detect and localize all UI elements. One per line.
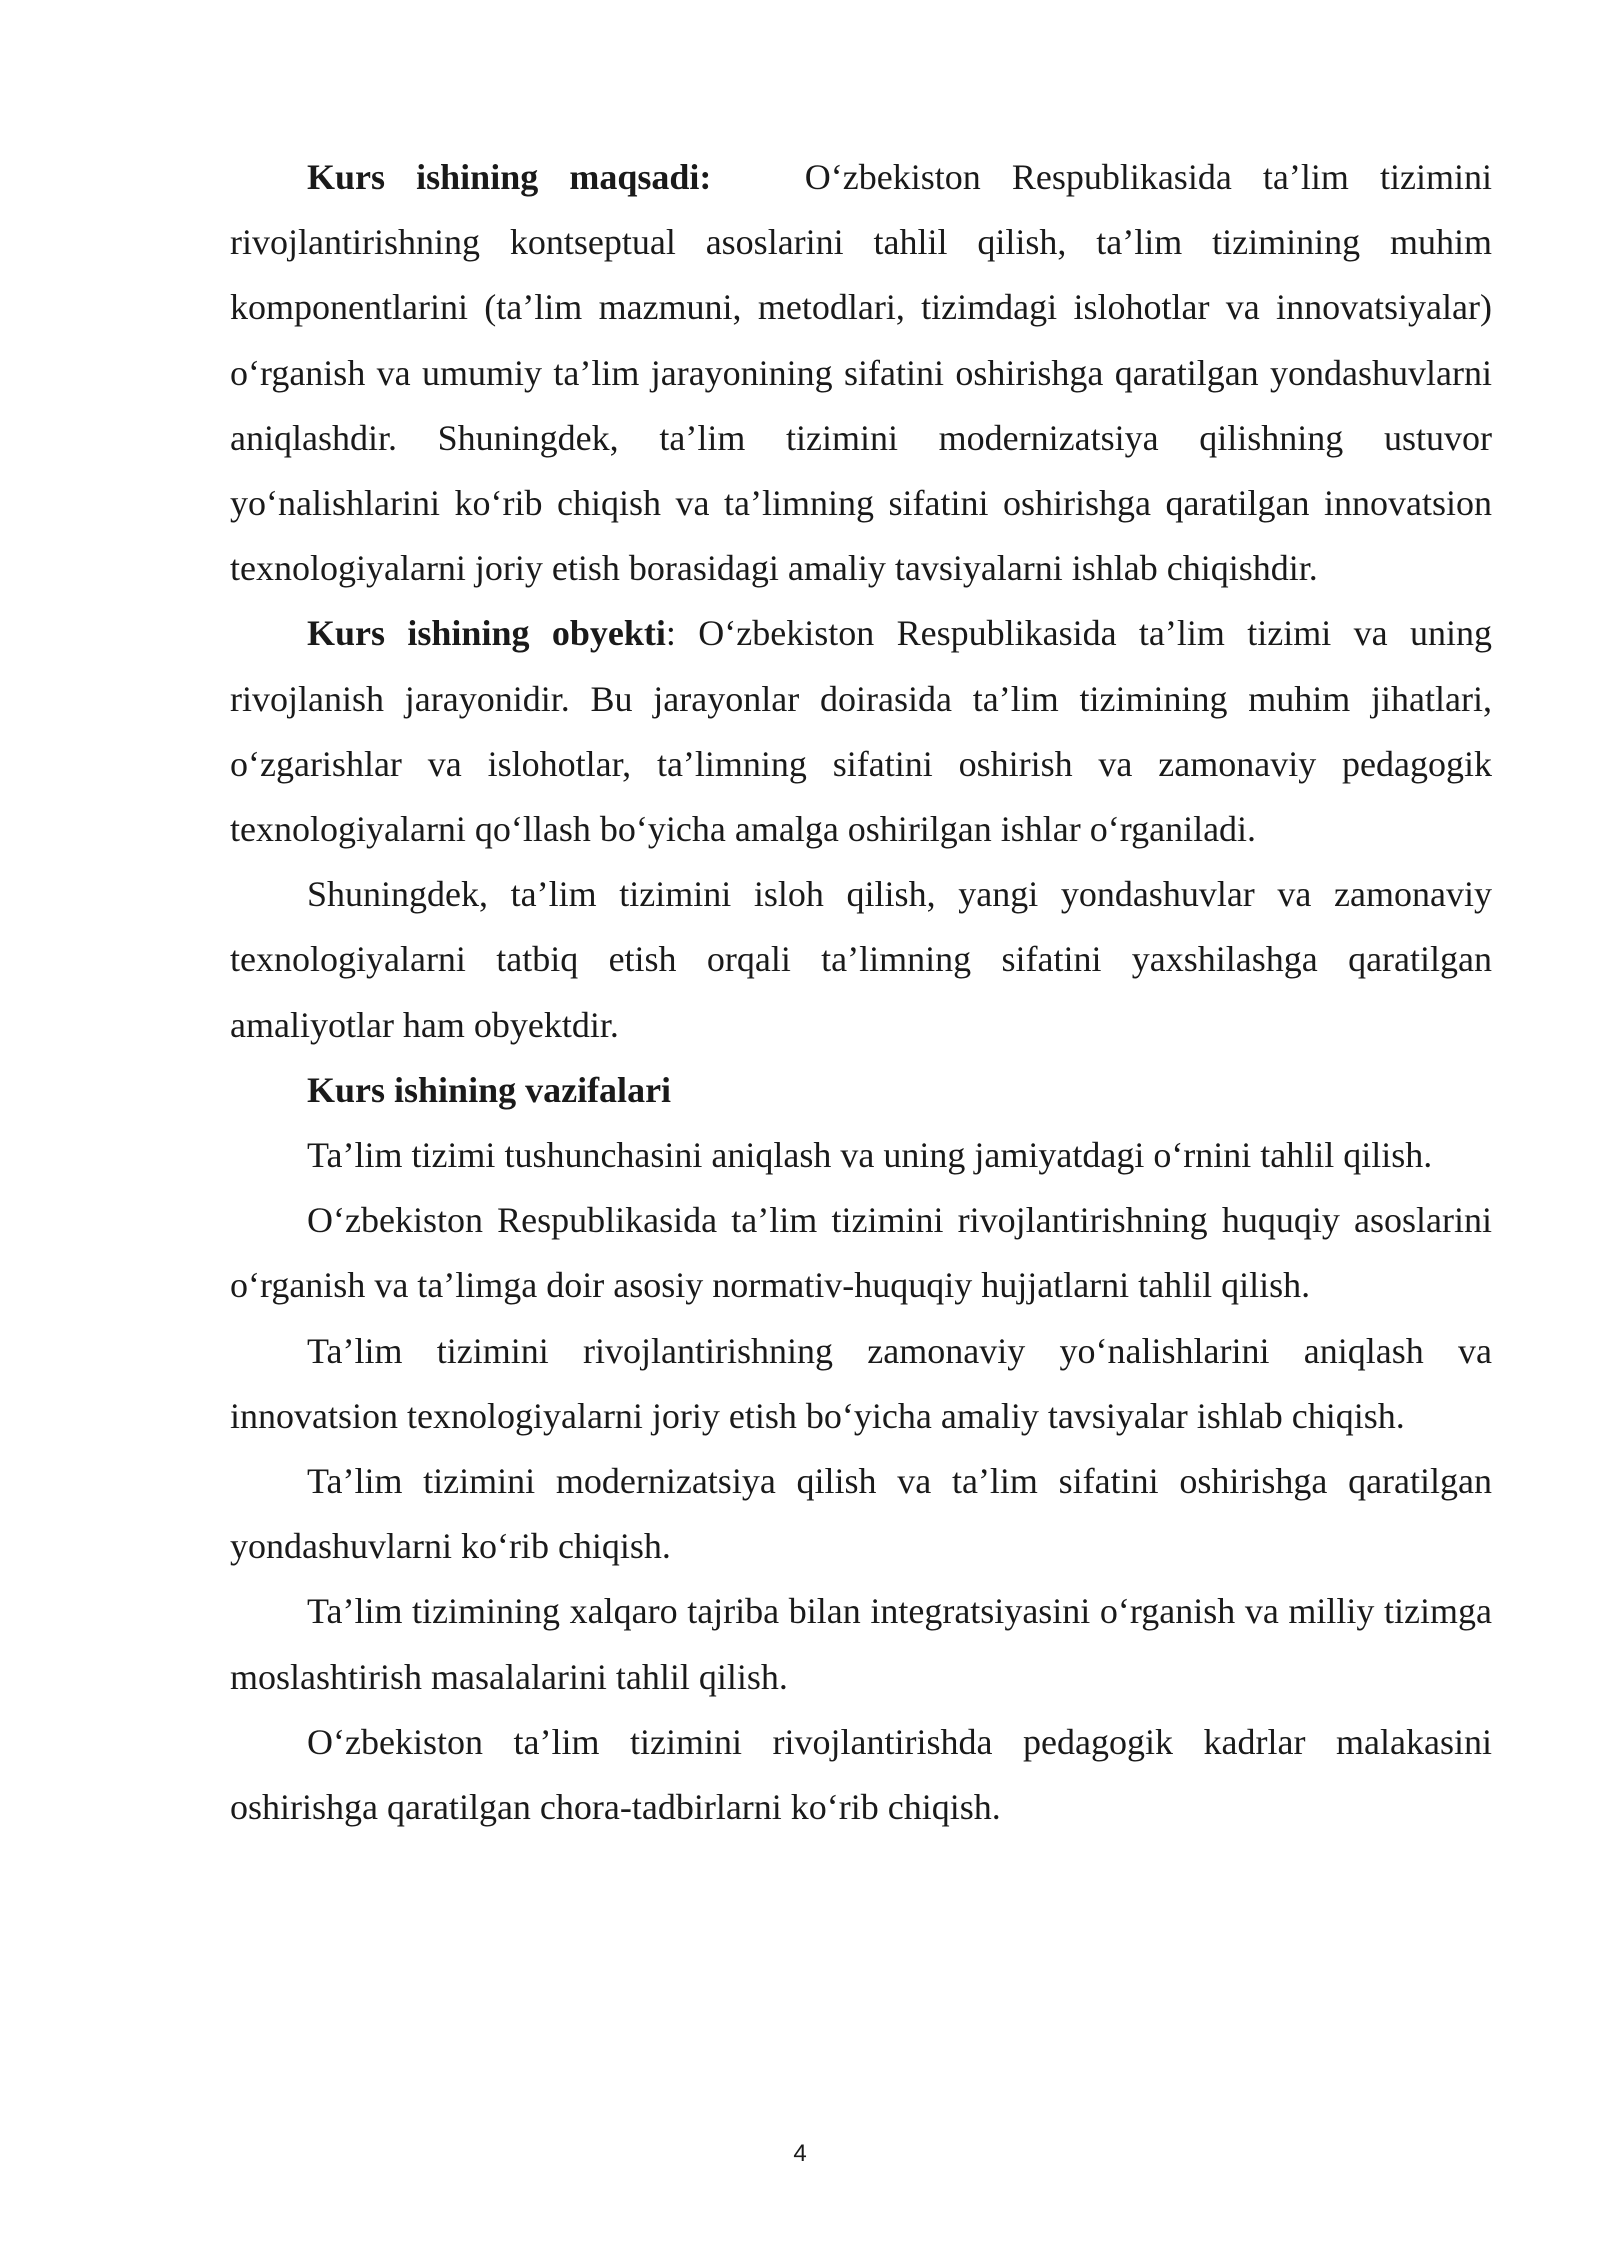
task-item-2: O‘zbekiston Respublikasida ta’lim tizimini rivojlantirishning huquqiy asoslarini o‘rganish va ta’limga doir asosiy normativ-huquqiy hujjatlarni tahlil qilish.: [230, 1200, 1492, 1306]
task-item-4: Ta’lim tizimini modernizatsiya qilish va ta’lim sifatini oshirishga qaratilgan yondashuvlarni ko‘rib chiqish.: [230, 1461, 1492, 1567]
object-paragraph-2: Shuningdek, ta’lim tizimini isloh qilish, yangi yondashuvlar va zamonaviy texnologiyalarni tatbiq etish orqali ta’limning sifatini yaxshilashga qaratilgan amaliyotlar ham obyektdir.: [230, 874, 1492, 1045]
page-number: 4: [793, 2140, 807, 2167]
object-heading: Kurs ishining obyekti: [307, 613, 666, 654]
task-item-5: Ta’lim tizimining xalqaro tajriba bilan integratsiyasini o‘rganish va milliy tizimga moslashtirish masalalarini tahlil qilish.: [230, 1591, 1492, 1697]
object-text: O‘zbekiston Respublikasida ta’lim tizimi va uning rivojlanish jarayonidir. Bu jarayonlar doirasida ta’lim tizimining muhim jihatlari, o‘zgarishlar va islohotlar, ta’limning sifatini oshirish va zamonaviy pedagogik texnologiyalarni qo‘llash bo‘yicha amalga oshirilgan ishlar o‘rganiladi.: [230, 613, 1492, 850]
task-item-1: Ta’lim tizimi tushunchasini aniqlash va uning jamiyatdagi o‘rnini tahlil qilish.: [307, 1135, 1433, 1176]
task-item-3: Ta’lim tizimini rivojlantirishning zamonaviy yo‘nalishlarini aniqlash va innovatsion texnologiyalarni joriy etish bo‘yicha amaliy tavsiyalar ishlab chiqish.: [230, 1330, 1492, 1436]
object-separator: :: [665, 613, 676, 654]
object-paragraph: [230, 601, 1492, 862]
purpose-paragraph: [230, 145, 1492, 601]
task-item-6: O‘zbekiston ta’lim tizimini rivojlantirishda pedagogik kadrlar malakasini oshirishga qaratilgan chora-tadbirlarni ko‘rib chiqish.: [230, 1721, 1492, 1828]
tasks-heading: Kurs ishining vazifalari: [307, 1069, 672, 1110]
document-page: [230, 145, 1492, 1840]
purpose-heading: Kurs ishining maqsadi:: [307, 157, 712, 197]
purpose-text: O‘zbekiston Respublikasida ta’lim tizimini rivojlantirishning kontseptual asoslarini tahlil qilish, ta’lim tizimining muhim komponentlarini (ta’lim mazmuni, metodlari, tizimdagi islohotlar va innovatsiyalar) o‘rganish va umumiy ta’lim jarayonining sifatini oshirishga qaratilgan yondashuvlarni aniqlashdir. Shuningdek, ta’lim tizimini modernizatsiya qilishning ustuvor yo‘nalishlarini ko‘rib chiqish va ta’limning sifatini oshirishga qaratilgan innovatsion texnologiyalarni joriy etish borasidagi amaliy tavsiyalarni ishlab chiqishdir.: [230, 157, 1493, 589]
